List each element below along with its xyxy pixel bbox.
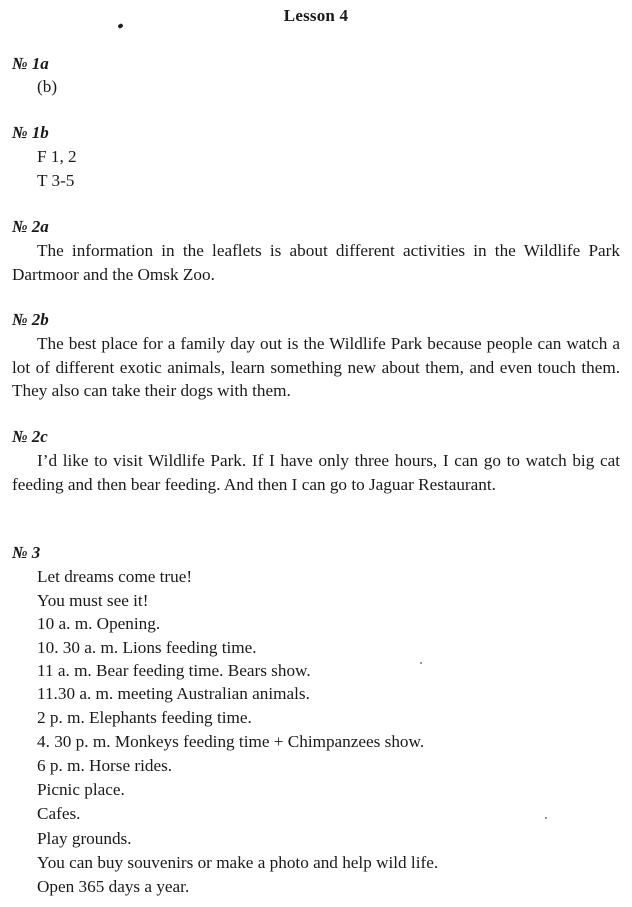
poster-line: Picnic place. — [37, 780, 125, 799]
poster-line: Let dreams come true! — [37, 567, 193, 586]
poster-line: 4. 30 p. m. Monkeys feeding time + Chimpanzees show. — [37, 732, 425, 751]
page-title: Lesson 4 — [283, 6, 349, 25]
answer-line: F 1, 2 — [37, 147, 77, 166]
answer-paragraph: The information in the leaflets is about different activities in the Wildlife Park Dartmoor and the Omsk Zoo. — [12, 241, 620, 284]
section-heading: № 1b — [12, 123, 49, 142]
section-heading: № 2b — [12, 310, 49, 329]
answer-line: (b) — [37, 77, 58, 96]
scan-speck — [420, 662, 422, 664]
answer-line: T 3-5 — [37, 171, 75, 190]
section-heading: № 3 — [12, 543, 41, 562]
poster-line: You must see it! — [37, 591, 149, 610]
scan-speck — [545, 817, 547, 819]
poster-line: 2 p. m. Elephants feeding time. — [37, 708, 252, 727]
poster-line: 10. 30 a. m. Lions feeding time. — [37, 638, 257, 657]
section-heading: № 2a — [12, 217, 49, 236]
poster-line: 10 a. m. Opening. — [37, 614, 161, 633]
poster-line: 11.30 a. m. meeting Australian animals. — [37, 684, 310, 703]
poster-line: You can buy souvenirs or make a photo and help wild life. — [37, 853, 439, 872]
poster-line: Play grounds. — [37, 829, 132, 848]
poster-line: 11 a. m. Bear feeding time. Bears show. — [37, 661, 311, 680]
section-heading: № 1a — [12, 54, 49, 73]
poster-line: Cafes. — [37, 804, 81, 823]
section-heading: № 2c — [12, 427, 48, 446]
answer-paragraph: I’d like to visit Wildlife Park. If I have only three hours, I can go to watch big cat feeding and then bear feeding. And then I can go to Jaguar Restaurant. — [12, 451, 620, 494]
poster-line: 6 p. m. Horse rides. — [37, 756, 173, 775]
poster-line: Open 365 days a year. — [37, 877, 190, 896]
answer-paragraph: The best place for a family day out is the Wildlife Park because people can watch a lot of different exotic animals, learn something new about them, and even touch them. They also can take their dogs with them. — [12, 334, 620, 400]
